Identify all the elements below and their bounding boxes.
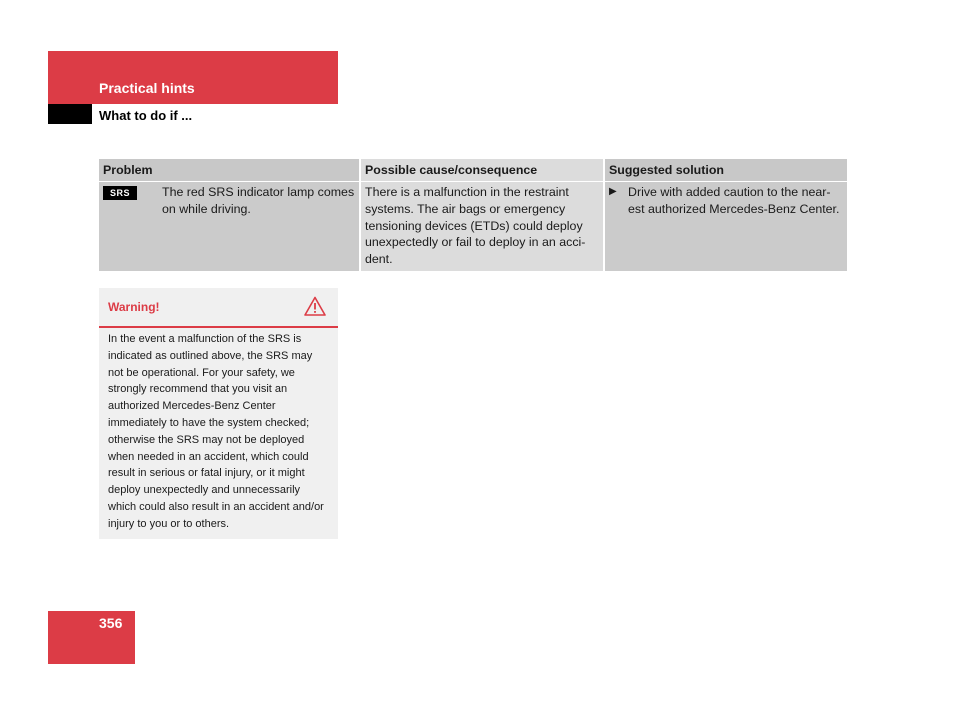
column-header-solution: Suggested solution [604,159,847,182]
srs-indicator-icon: SRS [103,186,137,200]
page-number: 356 [99,615,123,631]
problem-text: The red SRS indicator lamp comes on while driving. [162,185,355,216]
subsection-title: What to do if ... [99,108,193,123]
warning-text: In the event a malfunction of the SRS is indicated as outlined above, the SRS may not be operational. For your safety, we strongly recommend that you visit an authorized Mercedes-Benz Center immediately to have the system checked; otherwise the SRS may not be deployed when needed in an accident, which could result in serious or fatal injury, or it might deploy unexpectedly and unnecessarily which could also result in an accident and/or injury to you or to others. [108,333,324,530]
column-header-problem: Problem [99,159,360,182]
problem-table [99,159,847,271]
warning-box [99,288,338,539]
arrow-bullet-icon: ▶ [609,186,617,197]
table-row [99,182,847,271]
section-title: Practical hints [99,80,195,96]
warning-label: Warning! [108,300,160,314]
section-header-band [48,51,338,104]
solution-text: Drive with added caution to the near-est authorized Mercedes-Benz Center. [628,185,840,216]
warning-header [99,288,338,328]
table-header-row [99,159,847,182]
subsection-marker [48,104,92,124]
problem-cell [99,182,360,271]
solution-cell [604,182,847,271]
column-header-cause: Possible cause/consequence [360,159,604,182]
warning-triangle-icon [304,296,326,316]
cause-text: There is a malfunction in the restraint systems. The air bags or emergency tensioning devices (ETDs) could deploy unexpectedly or fail to deploy in an acci-dent. [365,185,586,267]
cause-cell [360,182,604,271]
